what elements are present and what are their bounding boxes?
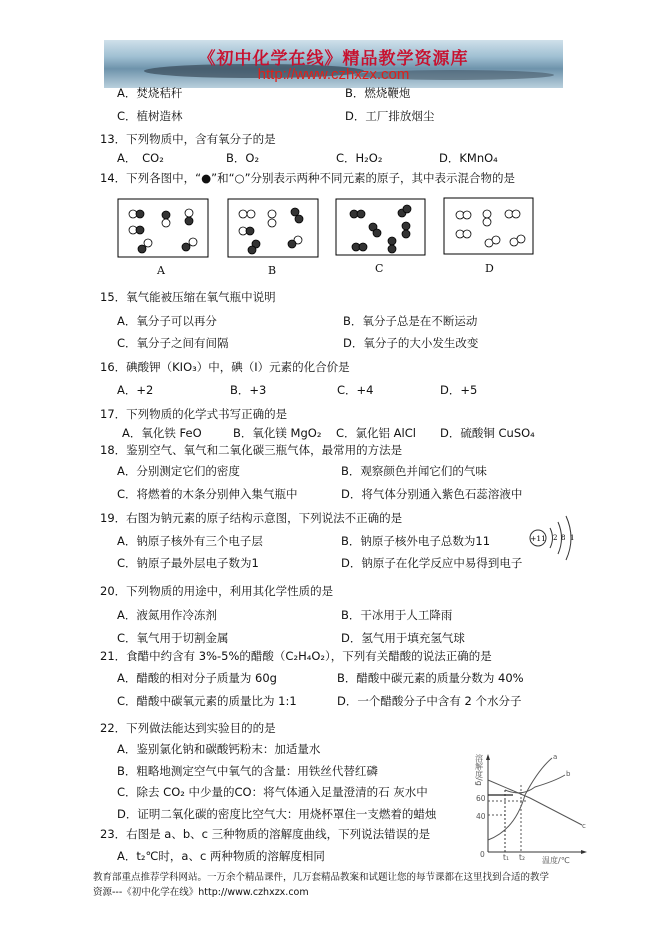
question-stem: 14．下列各图中，“●”和“○”分别表示两种不同元素的原子，其中表示混合物的是 [100,171,516,185]
option: D．证明二氧化碳的密度比空气大：用烧杯罩住一支燃着的蜡烛 [117,807,437,821]
option: C．醋酸中碳氧元素的质量比为 1:1 [117,694,297,708]
option: A．钠原子核外有三个电子层 [117,534,263,548]
shell-count: 8 [561,534,566,542]
option: C．将燃着的木条分别伸入集气瓶中 [117,487,298,501]
option: C．氧分子之间有间隔 [117,336,229,350]
y-tick-label: 60 [476,794,486,803]
option: A．分别测定它们的密度 [117,464,240,478]
figure-label: B [268,264,277,277]
option: A．液氮用作冷冻剂 [117,608,217,622]
option: A．鉴别氯化钠和碳酸钙粉末：加适量水 [117,742,321,756]
option: B．氧分子总是在不断运动 [343,314,478,328]
option: B．燃烧鞭炮 [345,86,411,100]
figure-label: C [375,262,384,275]
option: D．钠原子在化学反应中易得到电子 [341,556,523,570]
y-axis-label: 溶解度/g [474,754,484,786]
option: D．氧分子的大小发生改变 [343,336,479,350]
option: D．+5 [440,383,478,397]
x-axis-label: 温度/℃ [542,856,570,865]
series-label: c [582,822,586,830]
option: A．氧分子可以再分 [117,314,217,328]
banner-title: 《初中化学在线》精品教学资源库 [198,49,469,69]
option: A．氧化铁 FeO [122,426,202,440]
option: C．钠原子最外层电子数为1 [117,556,259,570]
question-stem: 23．右图是 a、b、c 三种物质的溶解度曲线，下列说法错误的是 [100,827,431,841]
nucleus-charge: +11 [530,534,546,543]
option: C．植树造林 [117,109,183,123]
option: B．钠原子核外电子总数为11 [341,534,491,548]
question-stem: 17．下列物质的化学式书写正确的是 [100,407,288,421]
question-stem: 18．鉴别空气、氧气和二氧化碳三瓶气体，最常用的方法是 [100,443,403,457]
option: A．醋酸的相对分子质量为 60g [117,671,277,685]
solubility-chart [460,745,600,870]
series-label: a [553,753,558,761]
question-stem: 19．右图为钠元素的原子结构示意图，下列说法不正确的是 [100,511,403,525]
x-axis-arrow [581,850,587,854]
option: C．氯化铝 AlCl [336,426,416,440]
option: B．干冰用于人工降雨 [341,608,453,622]
option: B．醋酸中碳元素的质量分数为 40% [337,671,524,685]
question-stem: 15．氧气能被压缩在氧气瓶中说明 [100,290,276,304]
question-stem: 16．碘酸钾（KIO₃）中，碘（I）元素的化合价是 [100,360,350,374]
banner-url: http://www.czhxzx.com [257,66,410,83]
option: C．+4 [337,383,374,397]
option: A．焚烧秸秆 [117,86,183,100]
question-stem: 22．下列做法能达到实验目的的是 [100,721,276,735]
series-a-curve [488,758,552,840]
x-tick-label: t₂ [519,853,525,862]
molecule-diagrams [0,0,662,280]
option: A．t₂℃时，a、c 两种物质的溶解度相同 [117,849,325,863]
footer-line: 资源---《初中化学在线》http://www.czhxzx.com [93,887,309,898]
option: D．硫酸铜 CuSO₄ [440,426,535,440]
question-stem: 13．下列物质中，含有氧分子的是 [100,132,276,146]
option: B．观察颜色并闻它们的气味 [341,464,487,478]
option: B．粗略地测定空气中氧气的含量：用铁丝代替红磷 [117,764,378,778]
footer-line: 教育部重点推荐学科网站。一万余个精品课件，几万套精品教案和试题让您的每节课都在这里找到合适的教学 [93,872,550,883]
sodium-atom-diagram [528,512,582,564]
option: B．氧化镁 MgO₂ [233,426,322,440]
option: A． CO₂ [117,151,164,165]
option: A．+2 [117,383,154,397]
figure-label: A [157,264,165,277]
option: D．将气体分别通入紫色石蕊溶液中 [341,487,523,501]
option: D．工厂排放烟尘 [345,109,435,123]
origin-label: 0 [480,850,485,859]
option: B．+3 [230,383,267,397]
figure-label: D [485,262,494,275]
shell-count: 2 [553,534,558,542]
option: C．氧气用于切割金属 [117,631,229,645]
series-label: b [566,770,571,778]
question-stem: 20．下列物质的用途中，利用其化学性质的是 [100,584,334,598]
option: B．O₂ [226,151,260,165]
question-stem: 21．食醋中约含有 3%-5%的醋酸（C₂H₄O₂），下列有关醋酸的说法正确的是 [100,649,492,663]
option: C．除去 CO₂ 中少量的CO：将气体通入足量澄清的石 灰水中 [117,785,428,799]
option: D．KMnO₄ [439,151,498,165]
shell-count: 1 [570,534,575,542]
option: D．一个醋酸分子中含有 2 个水分子 [337,694,522,708]
y-tick-label: 40 [476,812,486,821]
y-axis-arrow [486,754,490,760]
x-tick-label: t₁ [503,853,509,862]
option: D．氢气用于填充氢气球 [341,631,465,645]
option: C．H₂O₂ [336,151,383,165]
